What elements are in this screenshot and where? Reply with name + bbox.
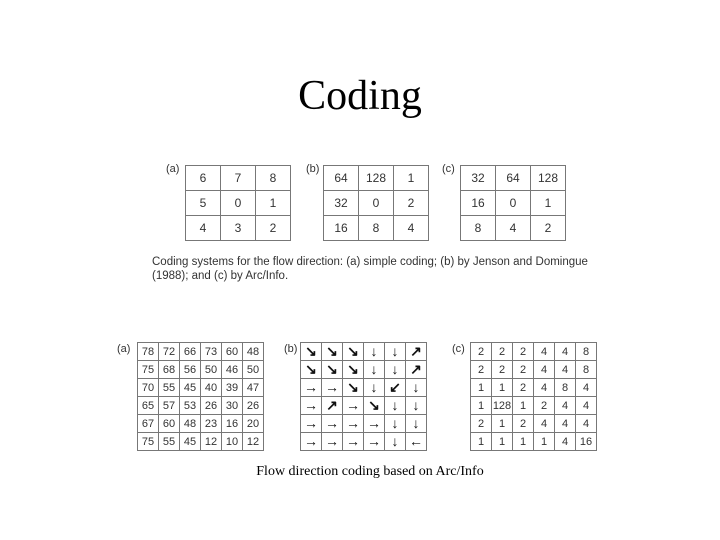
grid-cell: 4 bbox=[555, 433, 576, 451]
grid-cell: 4 bbox=[534, 379, 555, 397]
direction-arrow-cell bbox=[343, 361, 364, 379]
direction-arrow-icon: ↘ bbox=[305, 343, 317, 359]
grid-cell: 64 bbox=[324, 166, 359, 191]
grid-cell: 16 bbox=[222, 415, 243, 433]
jenson-domingue-coding-grid bbox=[323, 165, 429, 241]
grid-row bbox=[471, 343, 597, 361]
direction-arrow-cell bbox=[364, 343, 385, 361]
flow-direction-caption: Flow direction coding based on Arc/Info bbox=[256, 464, 484, 479]
grid-cell: 0 bbox=[496, 191, 531, 216]
grid-cell: 46 bbox=[222, 361, 243, 379]
direction-arrow-cell bbox=[385, 379, 406, 397]
page-title: Coding bbox=[298, 73, 422, 119]
grid-row bbox=[138, 433, 264, 451]
grid-cell: 16 bbox=[461, 191, 496, 216]
grid-cell: 75 bbox=[138, 433, 159, 451]
grid-cell: 2 bbox=[531, 216, 566, 241]
coded-panel-label: (c) bbox=[452, 343, 465, 355]
direction-arrow-icon: ↓ bbox=[391, 397, 399, 413]
grid-row bbox=[138, 361, 264, 379]
direction-arrow-cell bbox=[364, 433, 385, 451]
grid-row bbox=[301, 379, 427, 397]
direction-arrow-cell bbox=[385, 433, 406, 451]
direction-arrow-icon: → bbox=[325, 433, 339, 449]
grid-cell: 4 bbox=[186, 216, 221, 241]
direction-arrow-icon: ← bbox=[409, 433, 423, 449]
direction-arrow-cell bbox=[406, 361, 427, 379]
grid-row bbox=[138, 379, 264, 397]
grid-cell: 4 bbox=[555, 415, 576, 433]
grid-cell: 60 bbox=[159, 415, 180, 433]
grid-cell: 4 bbox=[576, 397, 597, 415]
grid-row bbox=[471, 361, 597, 379]
direction-arrow-icon: ↓ bbox=[370, 379, 378, 395]
direction-arrow-icon: → bbox=[325, 415, 339, 431]
grid-cell: 8 bbox=[555, 379, 576, 397]
grid-cell: 26 bbox=[201, 397, 222, 415]
grid-row bbox=[138, 397, 264, 415]
flow-direction-code-grid bbox=[470, 342, 597, 451]
grid-cell: 55 bbox=[159, 433, 180, 451]
direction-arrow-icon: ↘ bbox=[347, 379, 359, 395]
direction-arrow-cell bbox=[385, 343, 406, 361]
panel-c-label: (c) bbox=[442, 163, 455, 175]
direction-arrow-cell bbox=[322, 379, 343, 397]
grid-cell: 78 bbox=[138, 343, 159, 361]
arc-info-coding-grid bbox=[460, 165, 566, 241]
direction-arrow-icon: ↓ bbox=[391, 361, 399, 377]
grid-row bbox=[471, 397, 597, 415]
direction-arrow-icon: → bbox=[325, 379, 339, 395]
grid-row bbox=[186, 191, 291, 216]
grid-row bbox=[471, 433, 597, 451]
direction-arrow-icon: ↙ bbox=[389, 379, 401, 395]
direction-arrow-cell bbox=[406, 433, 427, 451]
grid-cell: 2 bbox=[256, 216, 291, 241]
grid-cell: 1 bbox=[471, 379, 492, 397]
grid-cell: 4 bbox=[534, 361, 555, 379]
grid-cell: 56 bbox=[180, 361, 201, 379]
direction-arrow-cell bbox=[364, 379, 385, 397]
direction-arrow-cell bbox=[322, 415, 343, 433]
grid-cell: 64 bbox=[496, 166, 531, 191]
grid-cell: 1 bbox=[534, 433, 555, 451]
direction-arrow-cell bbox=[406, 343, 427, 361]
direction-arrow-icon: ↓ bbox=[391, 343, 399, 359]
grid-cell: 23 bbox=[201, 415, 222, 433]
direction-arrow-cell bbox=[406, 415, 427, 433]
grid-cell: 45 bbox=[180, 433, 201, 451]
grid-cell: 45 bbox=[180, 379, 201, 397]
grid-cell: 50 bbox=[243, 361, 264, 379]
direction-arrow-icon: ↓ bbox=[412, 415, 420, 431]
direction-arrow-icon: → bbox=[346, 397, 360, 413]
grid-row bbox=[471, 415, 597, 433]
grid-cell: 6 bbox=[186, 166, 221, 191]
direction-arrow-cell bbox=[301, 397, 322, 415]
direction-arrow-cell bbox=[301, 343, 322, 361]
grid-row bbox=[186, 166, 291, 191]
direction-arrow-cell bbox=[322, 397, 343, 415]
direction-arrow-cell bbox=[343, 343, 364, 361]
grid-cell: 48 bbox=[180, 415, 201, 433]
grid-row bbox=[461, 216, 566, 241]
direction-arrow-icon: ↘ bbox=[347, 361, 359, 377]
grid-row bbox=[138, 343, 264, 361]
grid-cell: 8 bbox=[359, 216, 394, 241]
direction-arrow-cell bbox=[301, 433, 322, 451]
direction-arrow-icon: ↓ bbox=[370, 343, 378, 359]
grid-cell: 57 bbox=[159, 397, 180, 415]
grid-cell: 8 bbox=[576, 343, 597, 361]
grid-cell: 1 bbox=[471, 433, 492, 451]
direction-arrow-cell bbox=[364, 361, 385, 379]
grid-cell: 2 bbox=[513, 415, 534, 433]
grid-cell: 12 bbox=[243, 433, 264, 451]
grid-cell: 128 bbox=[359, 166, 394, 191]
grid-cell: 72 bbox=[159, 343, 180, 361]
grid-cell: 128 bbox=[492, 397, 513, 415]
grid-cell: 1 bbox=[513, 433, 534, 451]
direction-arrow-cell bbox=[343, 397, 364, 415]
direction-arrow-icon: ↗ bbox=[410, 343, 422, 359]
direction-arrow-cell bbox=[385, 397, 406, 415]
direction-arrow-icon: → bbox=[367, 433, 381, 449]
direction-arrow-cell bbox=[322, 343, 343, 361]
direction-arrow-icon: ↗ bbox=[326, 397, 338, 413]
direction-arrow-cell bbox=[343, 379, 364, 397]
grid-cell: 1 bbox=[492, 415, 513, 433]
panel-b-label: (b) bbox=[306, 163, 320, 175]
grid-cell: 48 bbox=[243, 343, 264, 361]
grid-cell: 0 bbox=[221, 191, 256, 216]
elevation-grid bbox=[137, 342, 264, 451]
grid-cell: 47 bbox=[243, 379, 264, 397]
grid-cell: 4 bbox=[394, 216, 429, 241]
direction-arrow-icon: → bbox=[346, 433, 360, 449]
grid-row bbox=[301, 415, 427, 433]
grid-row bbox=[324, 166, 429, 191]
grid-cell: 16 bbox=[324, 216, 359, 241]
direction-arrow-icon: ↘ bbox=[326, 343, 338, 359]
grid-cell: 128 bbox=[531, 166, 566, 191]
direction-arrow-icon: ↓ bbox=[391, 433, 399, 449]
grid-cell: 4 bbox=[555, 361, 576, 379]
grid-cell: 32 bbox=[324, 191, 359, 216]
direction-arrow-icon: → bbox=[304, 415, 318, 431]
grid-row bbox=[301, 433, 427, 451]
direction-arrow-cell bbox=[406, 397, 427, 415]
elevation-panel-label: (a) bbox=[117, 343, 131, 355]
grid-cell: 4 bbox=[555, 397, 576, 415]
grid-cell: 2 bbox=[513, 361, 534, 379]
direction-arrow-icon: → bbox=[304, 379, 318, 395]
grid-cell: 4 bbox=[534, 343, 555, 361]
grid-cell: 7 bbox=[221, 166, 256, 191]
grid-cell: 40 bbox=[201, 379, 222, 397]
grid-cell: 20 bbox=[243, 415, 264, 433]
direction-arrow-icon: ↓ bbox=[412, 397, 420, 413]
grid-cell: 2 bbox=[513, 343, 534, 361]
grid-row bbox=[186, 216, 291, 241]
flow-direction-arrow-grid bbox=[300, 342, 427, 451]
grid-cell: 1 bbox=[492, 379, 513, 397]
grid-cell: 53 bbox=[180, 397, 201, 415]
direction-arrow-cell bbox=[385, 415, 406, 433]
direction-arrow-icon: ↓ bbox=[370, 361, 378, 377]
grid-row bbox=[324, 191, 429, 216]
grid-cell: 0 bbox=[359, 191, 394, 216]
grid-cell: 60 bbox=[222, 343, 243, 361]
grid-cell: 50 bbox=[201, 361, 222, 379]
grid-cell: 4 bbox=[555, 343, 576, 361]
direction-arrow-icon: ↗ bbox=[410, 361, 422, 377]
direction-panel-label: (b) bbox=[284, 343, 298, 355]
grid-cell: 55 bbox=[159, 379, 180, 397]
grid-cell: 2 bbox=[394, 191, 429, 216]
grid-row bbox=[301, 343, 427, 361]
direction-arrow-cell bbox=[364, 415, 385, 433]
grid-cell: 1 bbox=[394, 166, 429, 191]
grid-cell: 2 bbox=[471, 343, 492, 361]
grid-cell: 16 bbox=[576, 433, 597, 451]
direction-arrow-icon: ↓ bbox=[412, 379, 420, 395]
grid-cell: 2 bbox=[492, 343, 513, 361]
grid-cell: 66 bbox=[180, 343, 201, 361]
direction-arrow-icon: ↘ bbox=[326, 361, 338, 377]
direction-arrow-icon: ↘ bbox=[305, 361, 317, 377]
grid-cell: 8 bbox=[256, 166, 291, 191]
grid-cell: 2 bbox=[471, 361, 492, 379]
direction-arrow-icon: ↘ bbox=[347, 343, 359, 359]
grid-row bbox=[471, 379, 597, 397]
grid-cell: 8 bbox=[576, 361, 597, 379]
grid-cell: 4 bbox=[534, 415, 555, 433]
grid-row bbox=[301, 397, 427, 415]
grid-cell: 4 bbox=[496, 216, 531, 241]
grid-cell: 4 bbox=[576, 415, 597, 433]
direction-arrow-icon: ↓ bbox=[391, 415, 399, 431]
direction-arrow-icon: → bbox=[346, 415, 360, 431]
grid-cell: 67 bbox=[138, 415, 159, 433]
grid-cell: 2 bbox=[513, 379, 534, 397]
grid-row bbox=[324, 216, 429, 241]
grid-cell: 32 bbox=[461, 166, 496, 191]
simple-coding-grid bbox=[185, 165, 291, 241]
grid-cell: 68 bbox=[159, 361, 180, 379]
grid-cell: 70 bbox=[138, 379, 159, 397]
direction-arrow-icon: → bbox=[367, 415, 381, 431]
grid-cell: 2 bbox=[471, 415, 492, 433]
grid-cell: 26 bbox=[243, 397, 264, 415]
grid-cell: 1 bbox=[513, 397, 534, 415]
grid-cell: 2 bbox=[534, 397, 555, 415]
direction-arrow-icon: → bbox=[304, 433, 318, 449]
grid-row bbox=[461, 191, 566, 216]
grid-cell: 75 bbox=[138, 361, 159, 379]
grid-cell: 12 bbox=[201, 433, 222, 451]
direction-arrow-cell bbox=[301, 379, 322, 397]
direction-arrow-icon: ↘ bbox=[368, 397, 380, 413]
grid-cell: 3 bbox=[221, 216, 256, 241]
direction-arrow-cell bbox=[385, 361, 406, 379]
grid-cell: 8 bbox=[461, 216, 496, 241]
panel-a-label: (a) bbox=[166, 163, 180, 175]
grid-cell: 65 bbox=[138, 397, 159, 415]
grid-cell: 73 bbox=[201, 343, 222, 361]
grid-row bbox=[461, 166, 566, 191]
grid-cell: 4 bbox=[576, 379, 597, 397]
direction-arrow-cell bbox=[364, 397, 385, 415]
direction-arrow-icon: → bbox=[304, 397, 318, 413]
direction-arrow-cell bbox=[301, 361, 322, 379]
grid-cell: 1 bbox=[531, 191, 566, 216]
grid-cell: 5 bbox=[186, 191, 221, 216]
grid-cell: 1 bbox=[471, 397, 492, 415]
grid-cell: 2 bbox=[492, 361, 513, 379]
grid-cell: 10 bbox=[222, 433, 243, 451]
direction-arrow-cell bbox=[343, 415, 364, 433]
grid-row bbox=[138, 415, 264, 433]
grid-row bbox=[301, 361, 427, 379]
direction-arrow-cell bbox=[301, 415, 322, 433]
grid-cell: 1 bbox=[256, 191, 291, 216]
direction-arrow-cell bbox=[322, 433, 343, 451]
grid-cell: 30 bbox=[222, 397, 243, 415]
coding-systems-caption: Coding systems for the flow direction: (a) simple coding; (b) by Jenson and Domingue (1988); and (c) by Arc/Info. bbox=[152, 256, 588, 282]
direction-arrow-cell bbox=[406, 379, 427, 397]
direction-arrow-cell bbox=[343, 433, 364, 451]
direction-arrow-cell bbox=[322, 361, 343, 379]
grid-cell: 1 bbox=[492, 433, 513, 451]
grid-cell: 39 bbox=[222, 379, 243, 397]
